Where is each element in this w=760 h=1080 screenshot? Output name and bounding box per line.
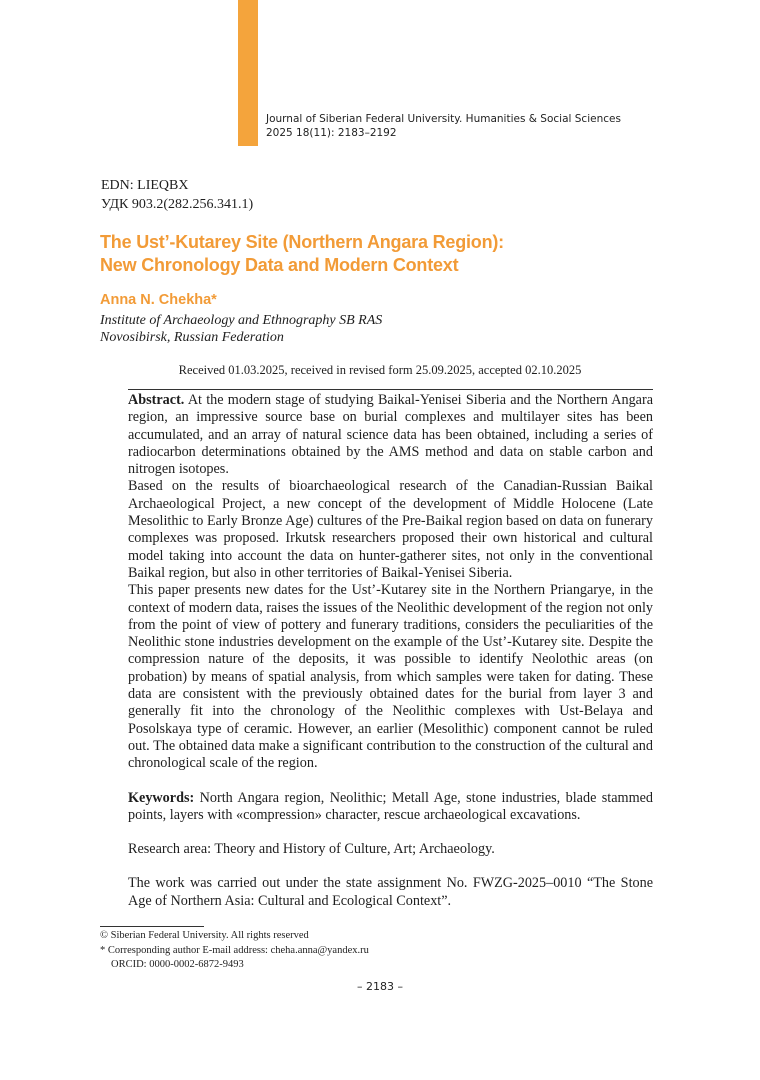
journal-issue: 2025 18(11): 2183–2192 bbox=[266, 127, 397, 139]
journal-name: Journal of Siberian Federal University. Humanities & Social Sciences bbox=[266, 113, 621, 125]
keywords-label: Keywords: bbox=[128, 789, 195, 806]
journal-header bbox=[266, 112, 621, 140]
received-dates: Received 01.03.2025, received in revised form 25.09.2025, accepted 02.10.2025 bbox=[178, 363, 582, 377]
affiliation-institute: Institute of Archaeology and Ethnography SB RAS bbox=[100, 313, 383, 328]
abstract-text-1: At the modern stage of studying Baikal-Yenisei Siberia and the Northern Angara region, an impressive source base on burial complexes and multilayer sites has been accumulated, and an array of natural science data has been obtained, including a series of radiocarbon determinations obtained by the AMS method and data on stable carbon and nitrogen isotopes. bbox=[128, 392, 653, 478]
funding-note: The work was carried out under the state assignment No. FWZG-2025–0010 “The Stone Age of Northern Asia: Cultural and Ecological Context”. bbox=[128, 875, 653, 909]
footnotes bbox=[100, 929, 369, 973]
corresponding-author-note: * Corresponding author E-mail address: cheha.anna@yandex.ru bbox=[100, 944, 369, 956]
keywords-text: North Angara region, Neolithic; Metall Age, stone industries, blade stammed points, layers with «compression» character, rescue archaeological excavations. bbox=[128, 789, 654, 823]
abstract-paragraph-1 bbox=[128, 392, 653, 478]
orcid-note: ORCID: 0000-0002-6872-9493 bbox=[111, 959, 244, 970]
udk-code: УДК 903.2(282.256.341.1) bbox=[101, 197, 254, 212]
author-name: Anna N. Chekha* bbox=[100, 292, 217, 308]
abstract-paragraph-2: Based on the results of bioarchaeological research of the Canadian-Russian Baikal Archaeological Project, a new concept of the development of Middle Holocene (Late Mesolithic to Early Bronze Age) cultures of the Pre-Baikal region based on data on funerary complexes was proposed. Irkutsk researchers proposed their own historical and cultural model taking into account the data on hunter-gatherer sites, not only in the conventional Baikal region, but also in other territories of Baikal-Yenisei Siberia. bbox=[128, 478, 653, 581]
title-line-1: The Ust’-Kutarey Site (Northern Angara Region): bbox=[100, 232, 504, 252]
title-line-2: New Chronology Data and Modern Context bbox=[100, 255, 459, 275]
affiliation-location: Novosibirsk, Russian Federation bbox=[100, 330, 284, 345]
footnote-divider bbox=[100, 926, 204, 927]
page-number: – 2183 – bbox=[357, 980, 403, 993]
affiliation bbox=[100, 312, 382, 346]
article-body bbox=[128, 392, 653, 910]
keywords bbox=[128, 790, 653, 825]
article-title bbox=[100, 231, 660, 277]
abstract-label: Abstract. bbox=[128, 392, 185, 408]
research-area: Research area: Theory and History of Culture, Art; Archaeology. bbox=[128, 841, 495, 858]
abstract bbox=[128, 392, 653, 773]
abstract-divider bbox=[128, 389, 653, 390]
copyright-note: © Siberian Federal University. All rights reserved bbox=[100, 930, 309, 941]
journal-accent-bar bbox=[238, 0, 258, 146]
identifiers bbox=[101, 176, 253, 214]
abstract-paragraph-3: This paper presents new dates for the Ust’-Kutarey site in the Northern Priangarye, in the context of modern data, raises the issues of the Neolithic development of the region not only from the point of view of pottery and funerary traditions, considers the peculiarities of the Neolithic stone industries development on the example of the Ust’-Kutarey site. Despite the compression nature of the deposits, it was possible to identify Neolothic areas (on probation) by means of spatial analysis, from which samples were taken for dating. These data are consistent with the previously obtained dates for the burial from layer 3 and generally fit into the chronology of the Neolithic complexes with Ust-Belaya and Posolskaya type of ceramic. However, an earlier (Mesolithic) component cannot be ruled out. The obtained data make a significant contribution to the construction of the cultural and chronological scale of the region. bbox=[128, 582, 653, 772]
edn-code: EDN: LIEQBX bbox=[101, 178, 189, 193]
